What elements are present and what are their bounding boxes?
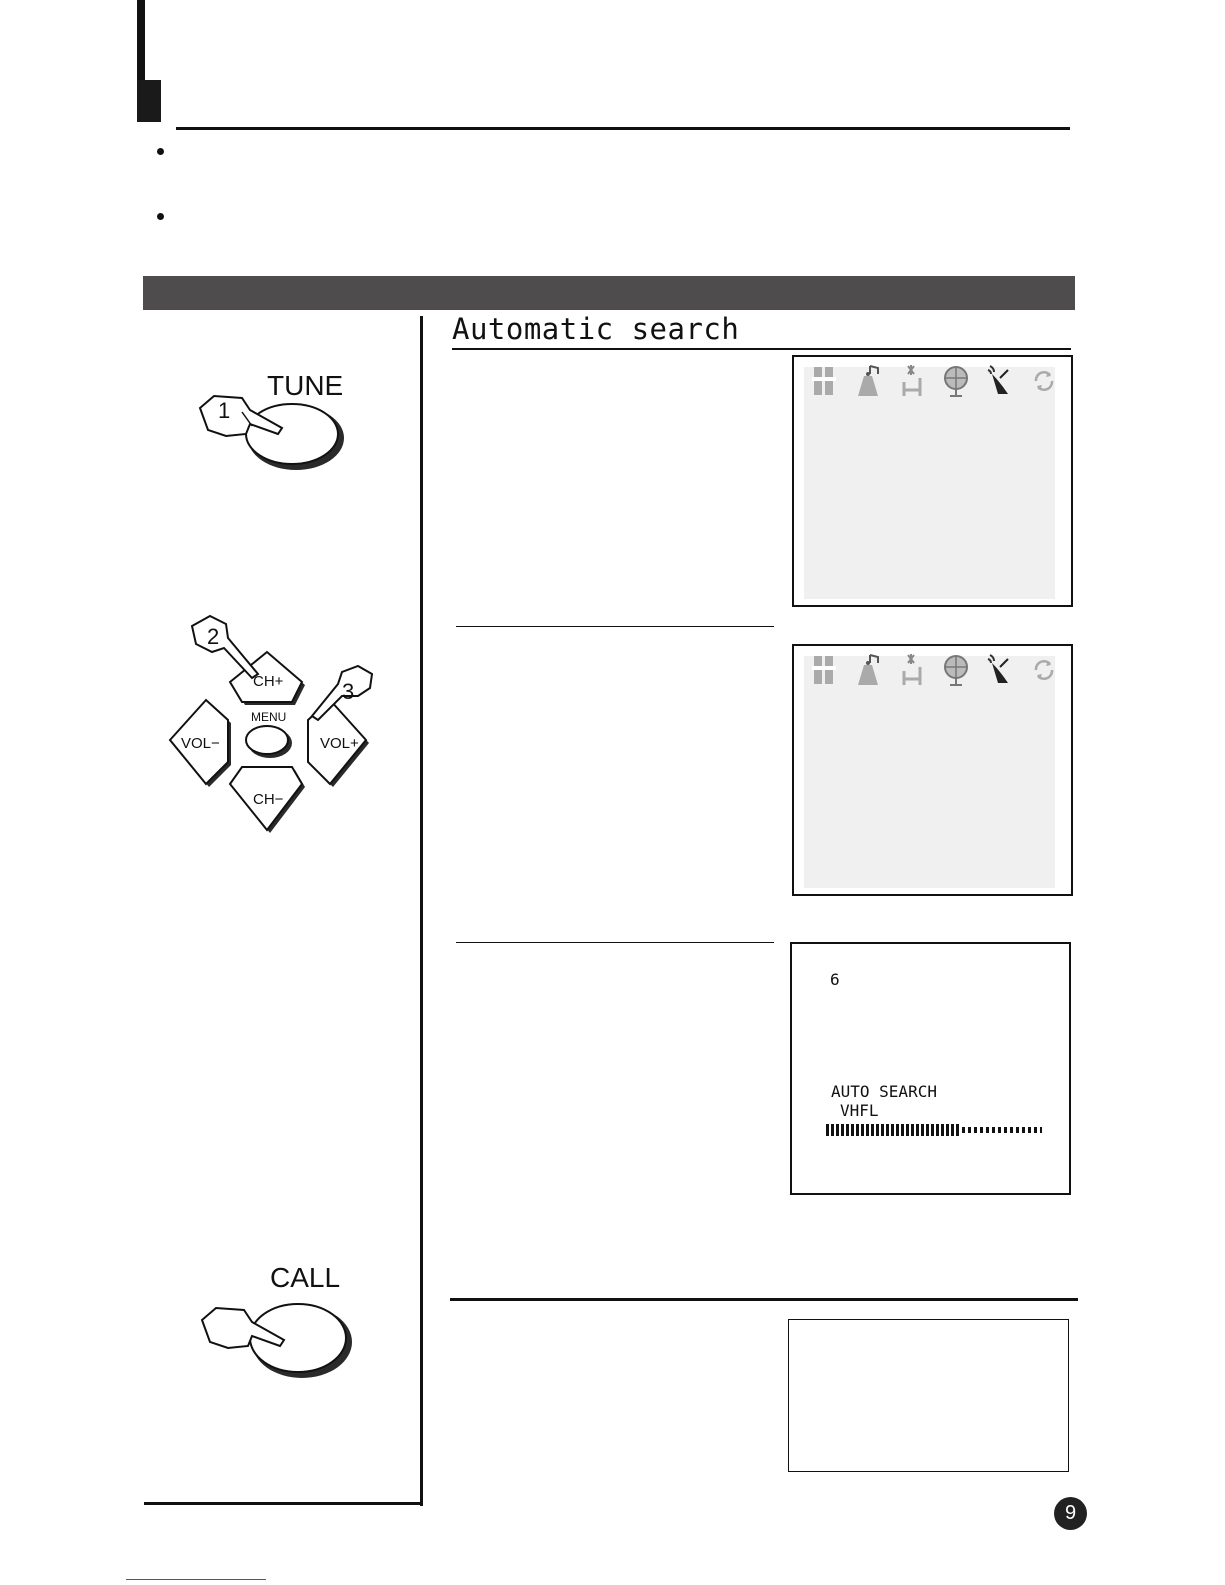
satellite-dish-icon [978,650,1022,690]
picture-icon [802,361,846,401]
search-progress-bar [826,1124,1042,1136]
search-progress-remaining [962,1127,1042,1133]
menu-button[interactable]: MENU [251,710,287,724]
hand-pointer-icon [198,1302,298,1352]
sound-icon [846,650,890,690]
picture-icon [802,650,846,690]
bullet-2 [157,213,164,220]
refresh-icon [1022,650,1066,690]
osd-auto-search-screen [790,942,1071,1195]
remote-dpad [162,612,382,844]
vol-plus-button[interactable]: VOL+ [320,735,359,752]
header-block [137,80,161,122]
bullet-1 [157,148,164,155]
channel-number: 6 [830,970,840,989]
ch-plus-button[interactable]: CH+ [253,673,284,690]
osd-menu-screen-2 [792,644,1073,896]
tune-button-illustration [190,366,360,476]
search-progress-fill [826,1124,960,1136]
page-number: 9 [1054,1497,1087,1530]
title-rule [176,127,1070,130]
hand-pointer-icon [196,390,296,440]
call-label: CALL [270,1262,341,1293]
step-divider-3 [450,1298,1078,1301]
menu-icon-row [802,650,1066,690]
step-divider-1 [456,626,774,627]
sound-icon [846,361,890,401]
dpad-shapes [162,612,382,844]
column-bottom-rule [144,1502,423,1505]
heading-rule [452,348,1071,350]
globe-icon [934,361,978,401]
section-bar [143,276,1075,310]
step-divider-2 [456,942,774,943]
auto-search-status: AUTO SEARCH [831,1082,937,1101]
step-1-label: 1 [218,398,231,423]
step-2-label: 2 [207,624,220,649]
globe-icon [934,650,978,690]
menu-icon-row [802,361,1066,401]
band-label: VHFL [840,1101,879,1120]
osd-blank-screen [788,1319,1069,1472]
step-3-label: 3 [342,679,355,704]
tune-label: TUNE [267,370,344,401]
satellite-dish-icon [978,361,1022,401]
refresh-icon [1022,361,1066,401]
section-heading: Automatic search [452,312,740,346]
footer-link-line [126,1579,266,1580]
column-divider [420,316,423,1506]
function-icon [890,361,934,401]
ch-minus-button[interactable]: CH− [253,791,284,808]
vol-minus-button[interactable]: VOL− [181,735,220,752]
function-icon [890,650,934,690]
osd-screen-area [804,656,1055,888]
call-button-illustration [190,1262,365,1384]
osd-screen-area [804,367,1055,599]
osd-menu-screen-1 [792,355,1073,607]
